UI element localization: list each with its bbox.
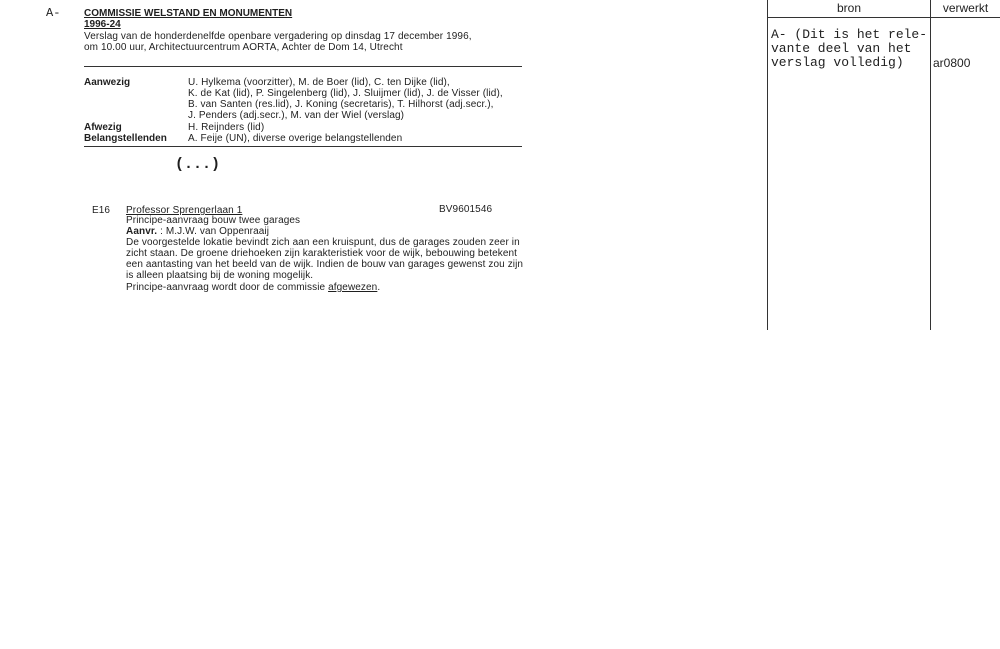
present-line-2: K. de Kat (lid), P. Singelenberg (lid), J. Sluijmer (lid), J. de Visser (lid),: [188, 88, 503, 99]
absent-label: Afwezig: [84, 122, 122, 133]
stakeholders-value: A. Feije (UN), diverse overige belangstellenden: [188, 133, 403, 144]
table-column-divider: [930, 0, 931, 330]
table-left-border: [767, 0, 768, 330]
item-subject: Principe-aanvraag bouw twee garages: [126, 215, 301, 226]
item-body-line-2: zicht staan. De groene driehoeken zijn karakteristiek voor de wijk, bebouwing betekent: [126, 248, 518, 259]
item-applicant: [126, 226, 269, 237]
absent-value: H. Reijnders (lid): [188, 122, 265, 133]
margin-marker: A-: [46, 6, 61, 20]
column-header-processed: verwerkt: [942, 1, 989, 15]
present-label: Aanwezig: [84, 77, 131, 88]
item-address: Professor Sprengerlaan 1: [126, 205, 243, 216]
source-line-1: A- (Dit is het rele-: [771, 27, 928, 42]
present-line-4: J. Penders (adj.secr.), M. van der Wiel (verslag): [188, 110, 405, 121]
conclusion-suffix: .: [377, 282, 381, 293]
divider-bottom: [84, 146, 522, 147]
meeting-line-1: Verslag van de honderdenelfde openbare vergadering op dinsdag 17 december 1996,: [84, 31, 472, 42]
applicant-value: : M.J.W. van Oppenraaij: [160, 226, 270, 237]
column-header-source: bron: [836, 1, 862, 15]
divider-top: [84, 66, 522, 67]
table-header-divider: [767, 17, 1000, 18]
source-line-3: verslag volledig): [771, 55, 904, 70]
present-line-3: B. van Santen (res.lid), J. Koning (secretaris), T. Hilhorst (adj.secr.),: [188, 99, 494, 110]
item-body-line-3: een aantasting van het beeld van de wijk. Indien de bouw van garages gewenst zou zijn: [126, 259, 524, 270]
processed-value: ar0800: [933, 56, 971, 70]
conclusion-prefix: Principe-aanvraag wordt door de commissie: [126, 282, 329, 293]
item-reference: BV9601546: [439, 204, 493, 215]
item-body-line-1: De voorgestelde lokatie bevindt zich aan een kruispunt, dus de garages zouden zeer in: [126, 237, 520, 248]
item-body-line-4: is alleen plaatsing bij de woning mogelijk.: [126, 270, 314, 281]
year-range: 1996-24: [84, 19, 121, 30]
conclusion-decision: afgewezen: [328, 282, 378, 293]
ellipsis: (...): [175, 156, 221, 173]
commission-title: COMMISSIE WELSTAND EN MONUMENTEN: [84, 8, 293, 19]
meeting-line-2: om 10.00 uur, Architectuurcentrum AORTA, Achter de Dom 14, Utrecht: [84, 42, 403, 53]
present-line-1: U. Hylkema (voorzitter), M. de Boer (lid), C. ten Dijke (lid),: [188, 77, 450, 88]
source-line-2: vante deel van het: [771, 41, 912, 56]
item-conclusion: [126, 282, 380, 293]
applicant-label: Aanvr.: [126, 226, 158, 237]
stakeholders-label: Belangstellenden: [84, 133, 167, 144]
item-code: E16: [92, 205, 111, 216]
